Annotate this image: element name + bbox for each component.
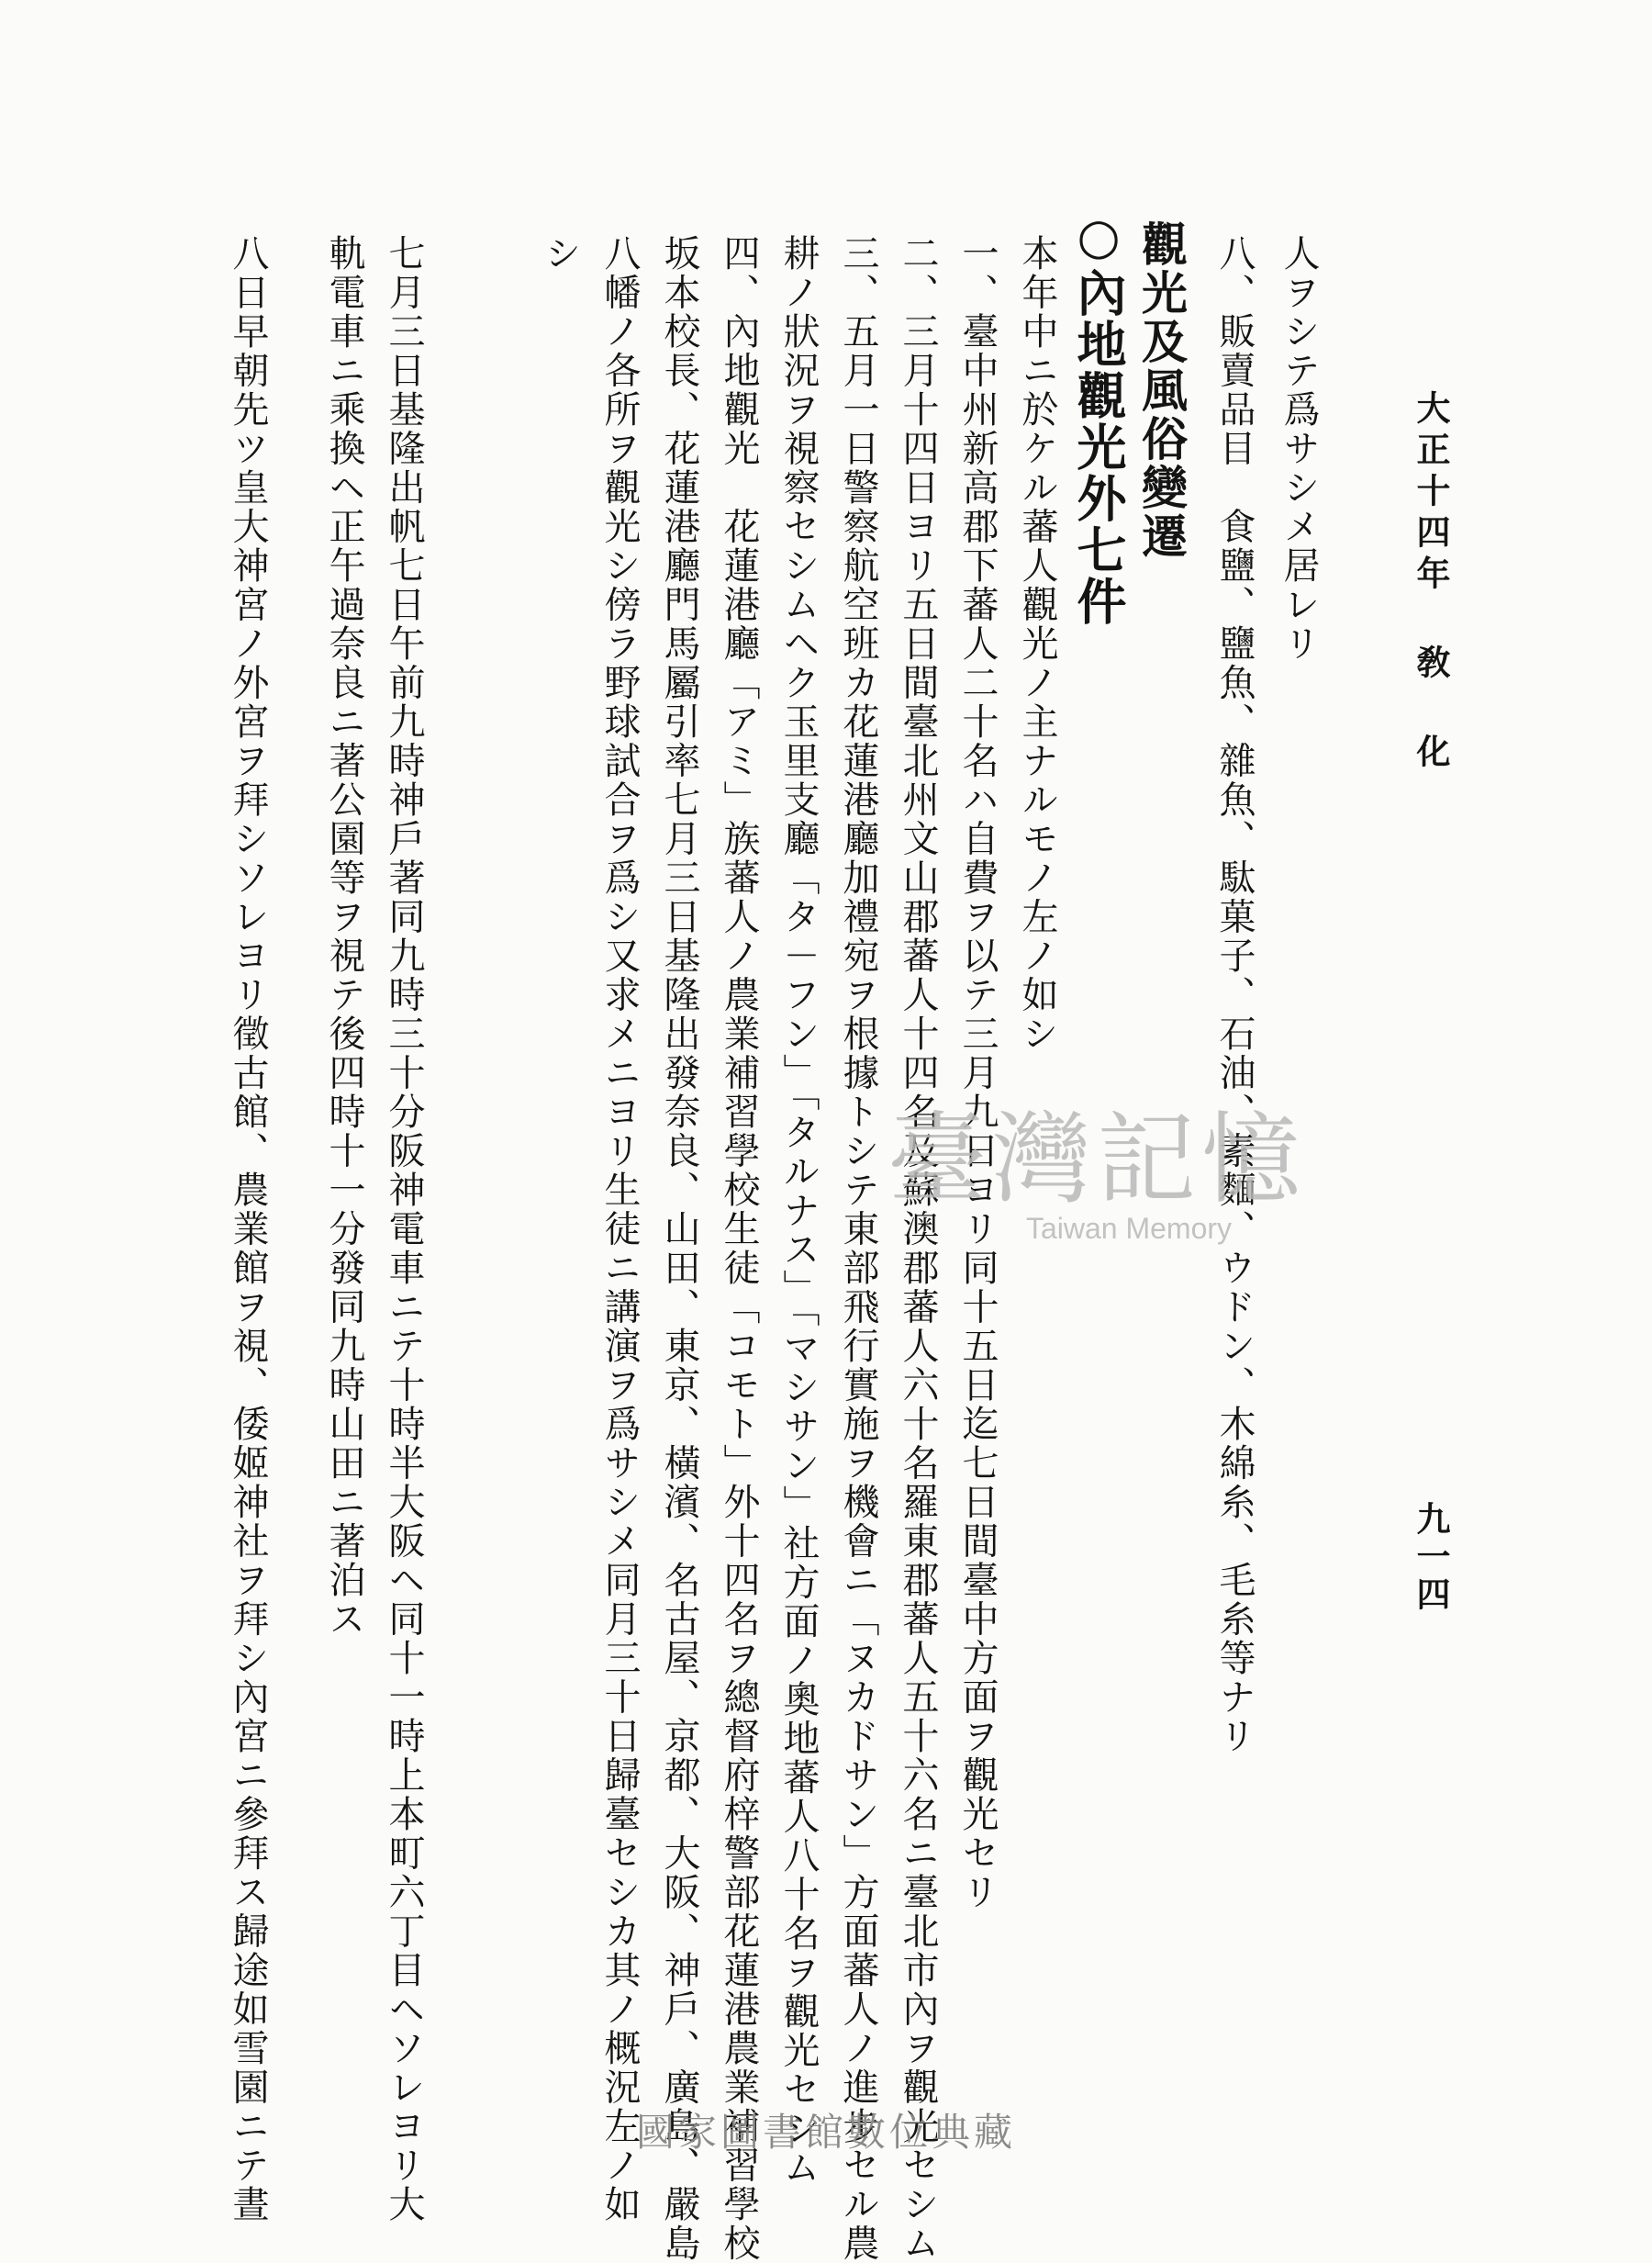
text-line: 八日早朝先ツ皇大神宮ノ外宮ヲ拜シソレヨリ徵古館、農業館ヲ視、倭姬神社ヲ拜シ內宮ニ參拜ス歸途如雪園ニテ晝 (227, 234, 269, 2224)
section-heading: 觀光及風俗變遷 (1134, 220, 1189, 561)
text-line: 四、內地觀光 花蓮港廳「アミ」族蕃人ノ農業補習學校生徒「コモト」外十四名ヲ總督府梓警部花蓮港農業補習學校 (718, 234, 760, 2263)
watermark-chinese: 臺灣記憶 (887, 1103, 1306, 1217)
subsection-heading: ○內地觀光外七件 (1069, 207, 1128, 627)
text-line: シ (539, 234, 581, 274)
text-line: 八幡ノ各所ヲ觀光シ傍ラ野球試合ヲ爲シ又求メニヨリ生徒ニ講演ヲ爲サシメ同月三十日歸臺セシカ其ノ概況左ノ如 (598, 234, 641, 2224)
text-line: 七月三日基隆出帆七日午前九時神戶著同九時三十分阪神電車ニテ十時半大阪ヘ同十一時上本町六丁目ヘソレヨリ大 (383, 234, 425, 2224)
page-number: 九一四 (1411, 1501, 1451, 1614)
text-line: 三、五月一日警察航空班カ花蓮港廳加禮宛ヲ根據トシテ東部飛行實施ヲ機會ニ「ヌカドサン」方面蕃人ノ進步セル農 (837, 234, 879, 2263)
footer-caption: 國家圖書館數位典藏 (635, 2110, 1016, 2155)
text-line: 本年中ニ於ケル蕃人觀光ノ主ナルモノ左ノ如シ (1016, 234, 1058, 1054)
text-line: 耕ノ狀況ヲ視察セシムヘク玉里支廳「タ－フン」「タルナス」「マシサン」社方面ノ奧地蕃人八十名ヲ觀光セシム (777, 234, 820, 2188)
text-line: 二、三月十四日ヨリ五日間臺北州文山郡蕃人十四名及蘇澳郡蕃人六十名羅東郡蕃人五十六名ニ臺北市內ヲ觀光セシム (897, 234, 939, 2263)
text-line: 人ヲシテ爲サシメ居レリ (1278, 234, 1320, 664)
running-title: 大正十四年 敎 化 (1411, 390, 1451, 775)
text-line: 八、販賣品目 食鹽、鹽魚、雜魚、駄菓子、石油、素麵、ウドン、木綿糸、毛糸等ナリ (1213, 234, 1256, 1756)
text-line: 軌電車ニ乘換ヘ正午過奈良ニ著公園等ヲ視テ後四時十一分發同九時山田ニ著泊ス (323, 234, 365, 1639)
text-line: 一、臺中州新高郡下蕃人二十名ハ自費ヲ以テ三月九日ヨリ同十五日迄七日間臺中方面ヲ觀光セリ (956, 234, 999, 1912)
text-line: 坂本校長、花蓮港廳門馬屬引率七月三日基隆出發奈良、山田、東京、橫濱、名古屋、京都、大阪、神戶、廣島、嚴島 (658, 234, 700, 2263)
watermark-english: Taiwan Memory (1025, 1212, 1233, 1245)
